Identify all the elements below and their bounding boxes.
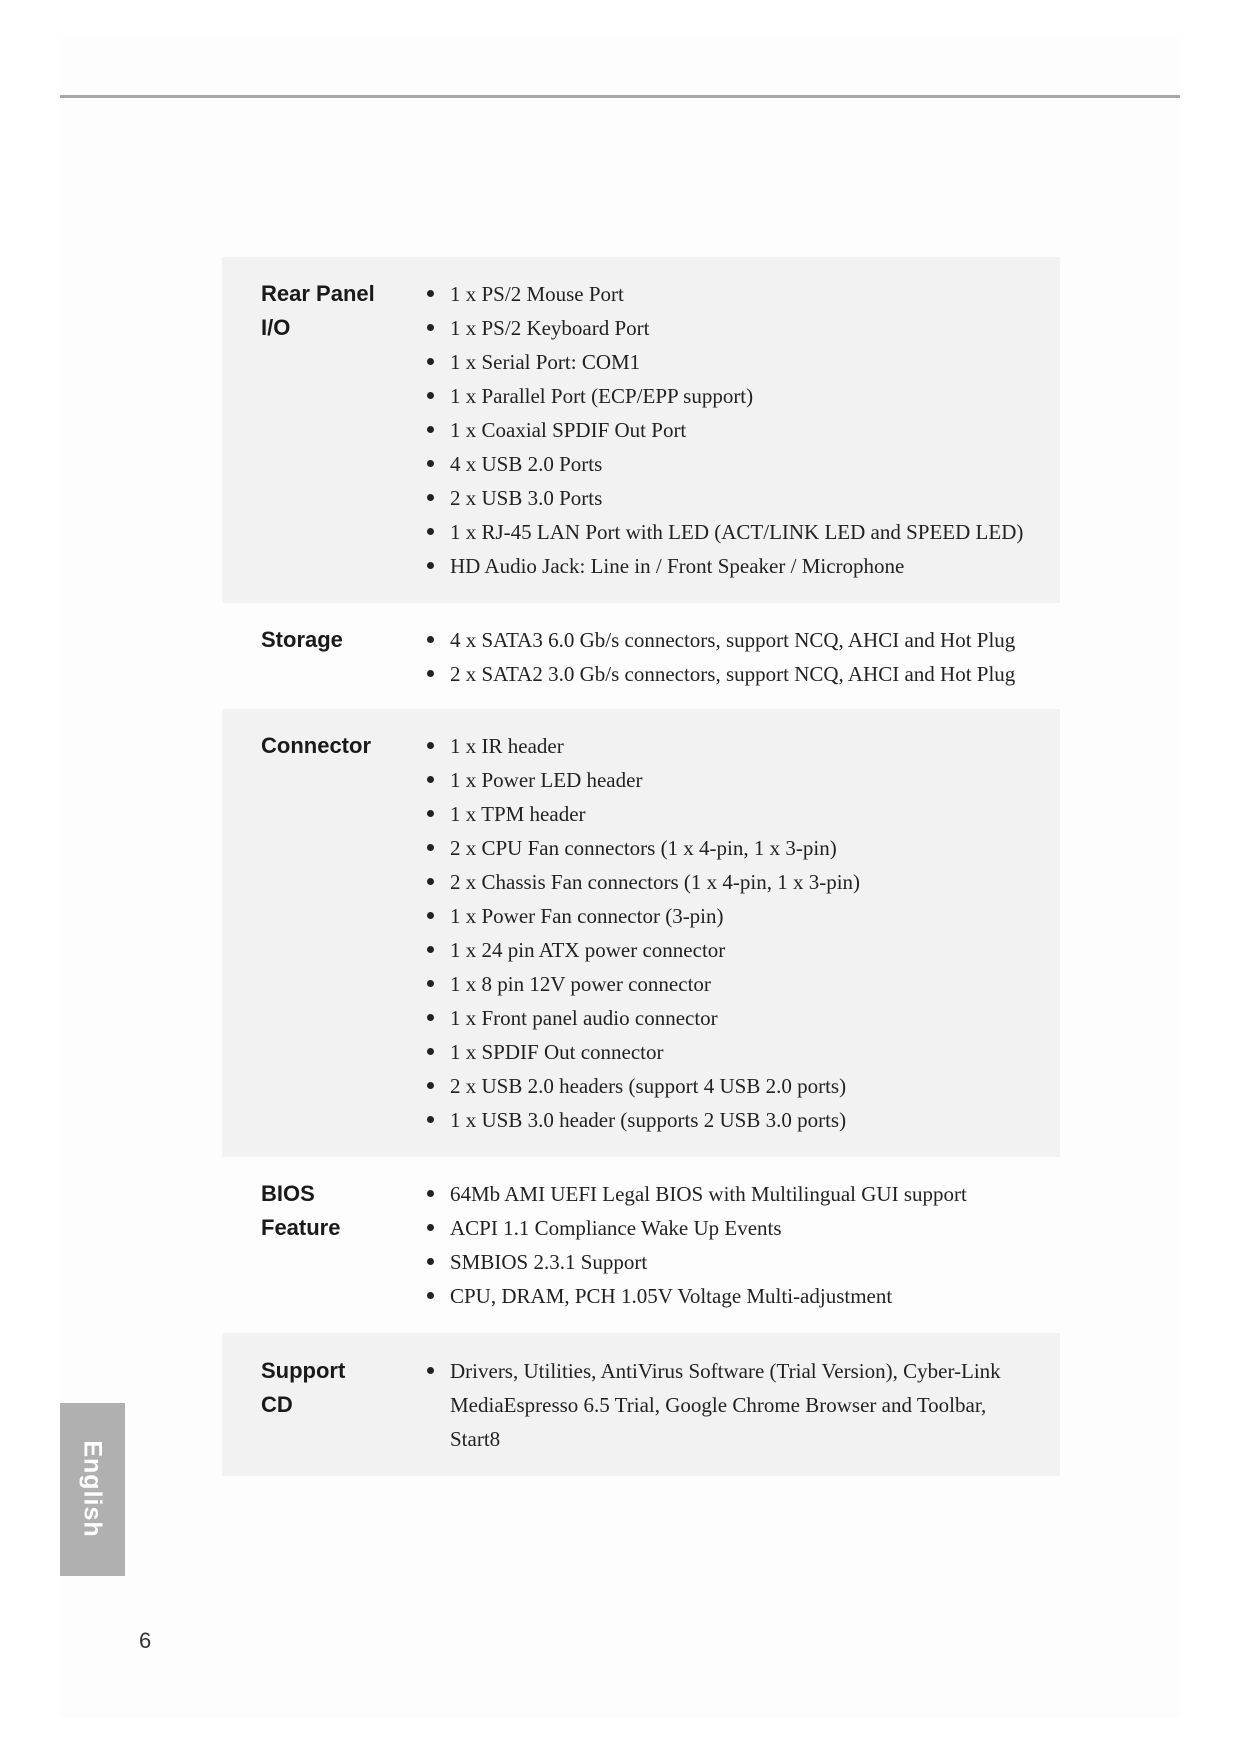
list-item: 1 x Coaxial SPDIF Out Port <box>426 413 1030 447</box>
list-item: 1 x Power LED header <box>426 763 1030 797</box>
list-item: 1 x PS/2 Mouse Port <box>426 277 1030 311</box>
list-item: 1 x PS/2 Keyboard Port <box>426 311 1030 345</box>
language-label: English <box>78 1440 107 1538</box>
list-item: 1 x 24 pin ATX power connector <box>426 933 1030 967</box>
header-rule <box>60 95 1180 98</box>
spec-row-connector <box>222 709 1060 1157</box>
list-item: 4 x SATA3 6.0 Gb/s connectors, support NCQ, AHCI and Hot Plug <box>426 623 1030 657</box>
list-item: 2 x Chassis Fan connectors (1 x 4-pin, 1 x 3-pin) <box>426 865 1030 899</box>
spec-row-rear-panel-io <box>222 257 1060 603</box>
list-item: 64Mb AMI UEFI Legal BIOS with Multilingual GUI support <box>426 1177 1030 1211</box>
list-item: 1 x IR header <box>426 729 1030 763</box>
page-number: 6 <box>139 1628 152 1653</box>
list-item: 1 x RJ-45 LAN Port with LED (ACT/LINK LED and SPEED LED) <box>426 515 1030 549</box>
spec-list <box>426 1354 1030 1456</box>
list-item: 2 x USB 3.0 Ports <box>426 481 1030 515</box>
list-item: 2 x CPU Fan connectors (1 x 4-pin, 1 x 3-pin) <box>426 831 1030 865</box>
spec-label: Storage <box>261 627 343 652</box>
list-item: 1 x Serial Port: COM1 <box>426 345 1030 379</box>
spec-list <box>426 623 1030 691</box>
list-item: Drivers, Utilities, AntiVirus Software (Trial Version), Cyber-Link MediaEspresso 6.5 Trial, Google Chrome Browser and Toolbar, Start8 <box>426 1354 1030 1456</box>
spec-label: BIOS Feature <box>261 1181 341 1240</box>
list-item: 4 x USB 2.0 Ports <box>426 447 1030 481</box>
spec-list <box>426 729 1030 1137</box>
spec-list <box>426 1177 1030 1313</box>
spec-row-storage <box>222 603 1060 709</box>
list-item: 2 x SATA2 3.0 Gb/s connectors, support NCQ, AHCI and Hot Plug <box>426 657 1030 691</box>
list-item: 1 x 8 pin 12V power connector <box>426 967 1030 1001</box>
spec-label: Support CD <box>261 1358 346 1417</box>
spec-row-bios-feature <box>222 1157 1060 1333</box>
list-item: CPU, DRAM, PCH 1.05V Voltage Multi-adjustment <box>426 1279 1030 1313</box>
list-item: ACPI 1.1 Compliance Wake Up Events <box>426 1211 1030 1245</box>
list-item: HD Audio Jack: Line in / Front Speaker / Microphone <box>426 549 1030 583</box>
list-item: 2 x USB 2.0 headers (support 4 USB 2.0 ports) <box>426 1069 1030 1103</box>
spec-table <box>222 257 1060 1476</box>
list-item: 1 x USB 3.0 header (supports 2 USB 3.0 ports) <box>426 1103 1030 1137</box>
list-item: 1 x TPM header <box>426 797 1030 831</box>
spec-label: Rear Panel I/O <box>261 281 375 340</box>
spec-list <box>426 277 1030 583</box>
spec-label: Connector <box>261 733 371 758</box>
list-item: SMBIOS 2.3.1 Support <box>426 1245 1030 1279</box>
list-item: 1 x Front panel audio connector <box>426 1001 1030 1035</box>
list-item: 1 x SPDIF Out connector <box>426 1035 1030 1069</box>
list-item: 1 x Parallel Port (ECP/EPP support) <box>426 379 1030 413</box>
spec-row-support-cd <box>222 1333 1060 1476</box>
list-item: 1 x Power Fan connector (3-pin) <box>426 899 1030 933</box>
language-tab <box>60 1403 125 1576</box>
